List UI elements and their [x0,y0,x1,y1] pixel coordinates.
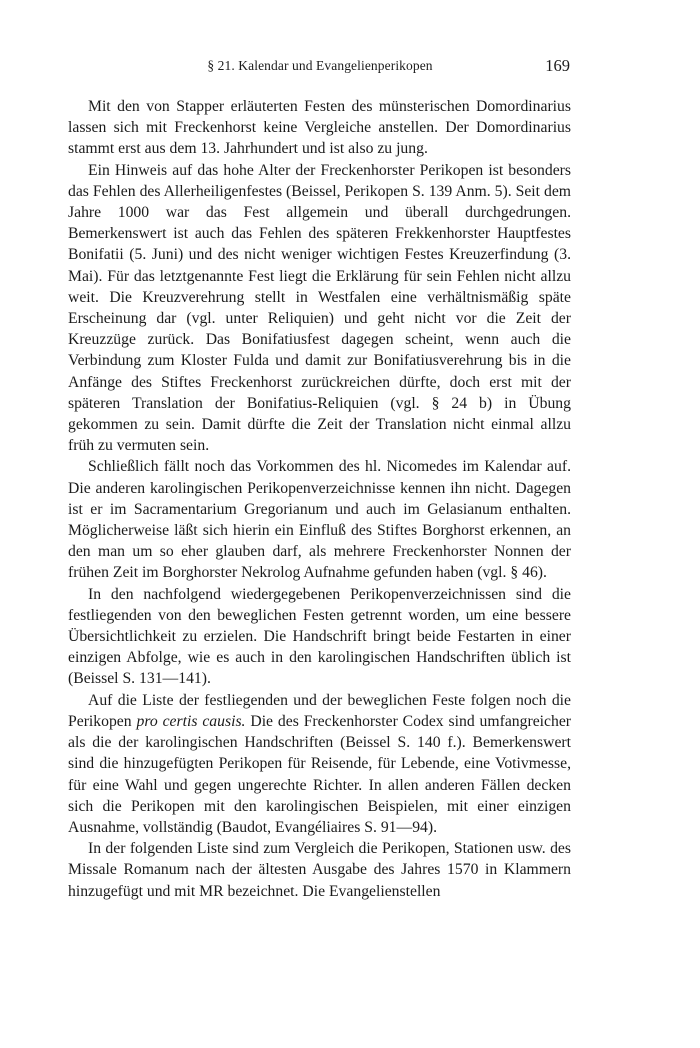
paragraph-stapper: Mit den von Stapper erläuterten Festen des münsterischen Domordinarius lassen sich mit Freckenhorst keine Vergleiche anstellen. Der Domordinarius stammt erst aus dem 13. Jahrhundert und ist also zu jung. [68,98,571,158]
body-text [68,96,571,902]
paragraph-allerheiligen: Ein Hinweis auf das hohe Alter der Freckenhorster Perikopen ist besonders das Fehlen des Allerheiligenfestes (Beissel, Perikopen S. 139 Anm. 5). Seit dem Jahre 1000 war das Fest allgemein und überall durchgedrungen. Bemerkenswert ist auch das Fehlen des späteren Frekkenhorster Hauptfestes Bonifatii (5. Juni) und des nicht weniger wichtigen Festes Kreuzerfindung (3. Mai). Für das letztgenannte Fest liegt die Erklärung für sein Fehlen nicht allzu weit. Die Kreuzverehrung stellt in Westfalen eine verhältnismäßig späte Erscheinung dar (vgl. unter Reliquien) und geht nicht vor die Zeit der Kreuzzüge zurück. Das Bonifatiusfest dagegen scheint, wenn auch die Verbindung zum Kloster Fulda und damit zur Bonifatiusverehrung bis in die Anfänge des Stiftes Freckenhorst zurückreichen dürfte, doch erst mit der späteren Translation der Bonifatius-Reliquien (vgl. § 24 b) in Übung gekommen zu sein. Damit dürfte die Zeit der Translation nicht einmal allzu früh zu vermuten sein. [68,161,571,455]
italic-phrase: pro certis causis. [136,712,246,730]
running-title: § 21. Kalendar und Evangelienperikopen [207,58,433,73]
paragraph-certis-causis-end: Die des Freckenhorster Codex sind umfangreicher als die der karolingischen Handschriften (Beissel S. 140 f.). Bemerkenswert sind die hinzugefügten Perikopen für Reisende, für Lebende, eine Votivmesse, für eine Wahl und gegen ungerechte Richter. In allen anderen Fällen decken sich die Perikopen mit den karolingischen Beispielen, mit einer einzigen Ausnahme, vollständig (Baudot, Evangéliaires S. 91—94). [68,712,572,836]
paragraph-missale-romanum: In der folgenden Liste sind zum Vergleich die Perikopen, Stationen usw. des Missale Romanum nach der ältesten Ausgabe des Jahres 1570 in Klammern hinzugefügt und mit MR bezeichnet. Die Evangelienstellen [68,840,571,900]
running-header [70,58,570,80]
paragraph-nicomedes: Schließlich fällt noch das Vorkommen des hl. Nicomedes im Kalendar auf. Die anderen karolingischen Perikopenverzeichnisse kennen ihn nicht. Dagegen ist er im Sacramentarium Gregorianum und auch im Gelasianum enthalten. Möglicherweise läßt sich hierin ein Einfluß des Stiftes Borghorst erkennen, an den man um so eher glauben darf, als mehrere Freckenhorster Nonnen der frühen Zeit im Borghorster Nekrolog Aufnahme gefunden haben (vgl. § 46). [68,458,571,582]
paragraph-certis-causis-start: Auf die Liste der festliegenden und der beweglichen Feste folgen noch die Perikopen [68,691,571,730]
paragraph-certis-causis [68,690,571,838]
paragraph-perikopenverzeichnisse: In den nachfolgend wiedergegebenen Perikopenverzeichnissen sind die festliegenden von den beweglichen Festen getrennt worden, um eine bessere Übersichtlichkeit zu erzielen. Die Handschrift bringt beide Festarten in einer einzigen Abfolge, wie es auch in den karolingischen Handschriften üblich ist (Beissel S. 131—141). [68,585,571,688]
page-number: 169 [545,56,570,75]
